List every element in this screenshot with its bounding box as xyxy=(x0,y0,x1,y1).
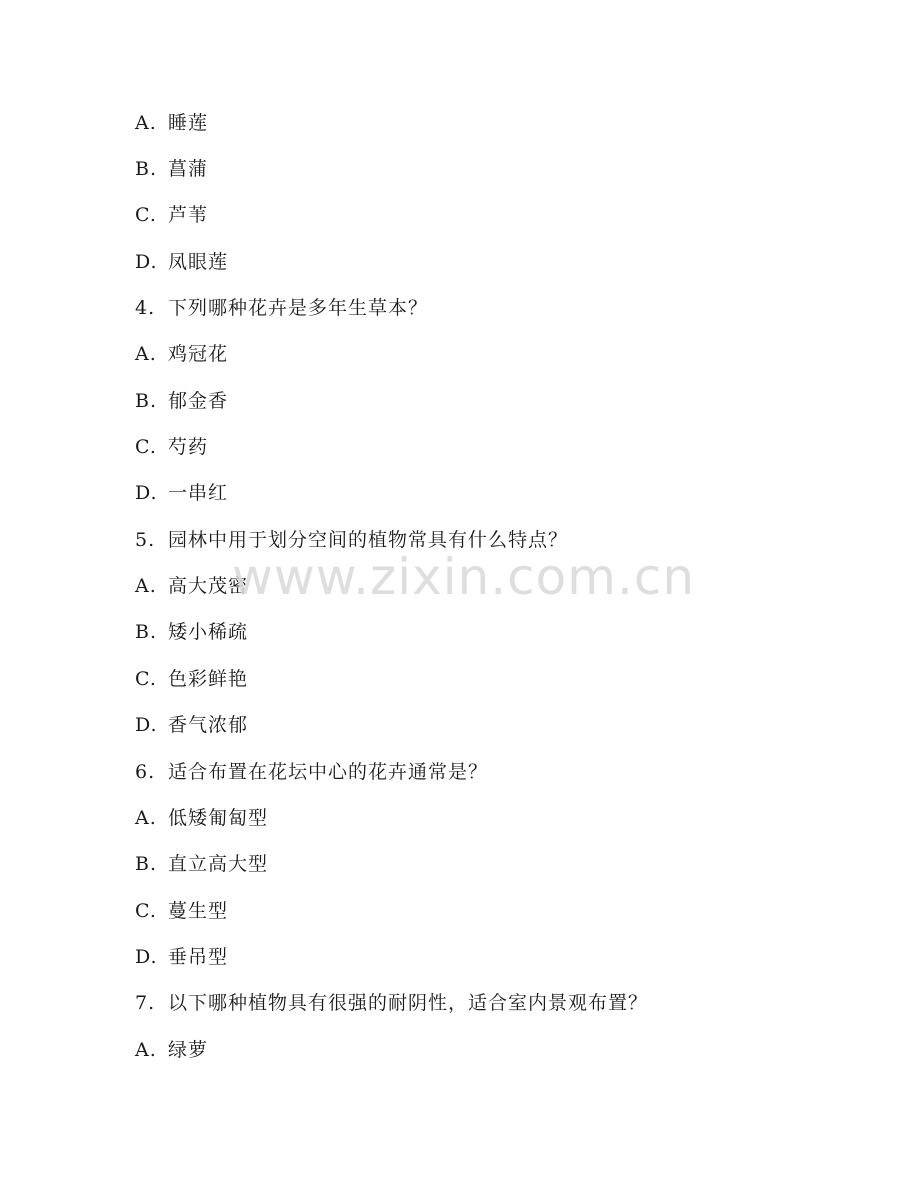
question-number: 4. xyxy=(135,297,156,319)
option-marker: D. xyxy=(135,251,158,273)
option-text: 色彩鲜艳 xyxy=(168,668,249,690)
question-text: 适合布置在花坛中心的花卉通常是？ xyxy=(168,761,489,783)
option-text: 矮小稀疏 xyxy=(168,621,249,643)
option-text: 郁金香 xyxy=(168,390,229,412)
option-text: 直立高大型 xyxy=(168,853,269,875)
option-marker: A. xyxy=(135,1039,157,1061)
option-marker: B. xyxy=(135,390,158,412)
option-marker: C. xyxy=(135,436,157,458)
option-text: 香气浓郁 xyxy=(168,714,249,736)
option-text: 蔓生型 xyxy=(168,900,229,922)
option-line xyxy=(135,1035,208,1065)
option-text: 垂吊型 xyxy=(168,946,229,968)
option-text: 高大茂密 xyxy=(168,575,249,597)
option-text: 鸡冠花 xyxy=(168,343,229,365)
option-marker: B. xyxy=(135,158,158,180)
option-line xyxy=(135,247,228,277)
question-number: 5. xyxy=(135,529,156,551)
question-number: 6. xyxy=(135,761,156,783)
option-marker: A. xyxy=(135,807,157,829)
option-text: 睡莲 xyxy=(168,112,209,134)
watermark: www.zixin.com.cn xyxy=(232,548,696,606)
question-text: 下列哪种花卉是多年生草本？ xyxy=(168,297,429,319)
option-line xyxy=(135,339,228,369)
option-text: 凤眼莲 xyxy=(168,251,229,273)
option-marker: D. xyxy=(135,482,158,504)
question-line xyxy=(135,757,488,787)
option-marker: C. xyxy=(135,668,157,690)
option-line xyxy=(135,664,248,694)
option-line xyxy=(135,200,208,230)
option-marker: D. xyxy=(135,714,158,736)
option-marker: B. xyxy=(135,853,158,875)
option-line xyxy=(135,478,228,508)
option-text: 芦苇 xyxy=(168,204,209,226)
option-text: 低矮匍匐型 xyxy=(168,807,269,829)
option-marker: A. xyxy=(135,112,157,134)
question-text: 以下哪种植物具有很强的耐阴性，适合室内景观布置？ xyxy=(168,992,649,1014)
option-line xyxy=(135,849,268,879)
option-marker: B. xyxy=(135,621,158,643)
option-text: 芍药 xyxy=(168,436,209,458)
question-number: 7. xyxy=(135,992,156,1014)
option-marker: D. xyxy=(135,946,158,968)
option-text: 绿萝 xyxy=(168,1039,209,1061)
option-line xyxy=(135,154,208,184)
option-marker: A. xyxy=(135,343,157,365)
option-line xyxy=(135,108,208,138)
option-marker: A. xyxy=(135,575,157,597)
option-marker: C. xyxy=(135,204,157,226)
question-text: 园林中用于划分空间的植物常具有什么特点？ xyxy=(168,529,569,551)
option-line xyxy=(135,803,268,833)
option-text: 一串红 xyxy=(168,482,229,504)
option-line xyxy=(135,710,248,740)
option-line xyxy=(135,432,208,462)
option-line xyxy=(135,942,228,972)
option-line xyxy=(135,386,228,416)
option-text: 菖蒲 xyxy=(168,158,209,180)
option-marker: C. xyxy=(135,900,157,922)
option-line xyxy=(135,896,228,926)
question-line xyxy=(135,293,428,323)
option-line xyxy=(135,617,248,647)
question-line xyxy=(135,988,648,1018)
